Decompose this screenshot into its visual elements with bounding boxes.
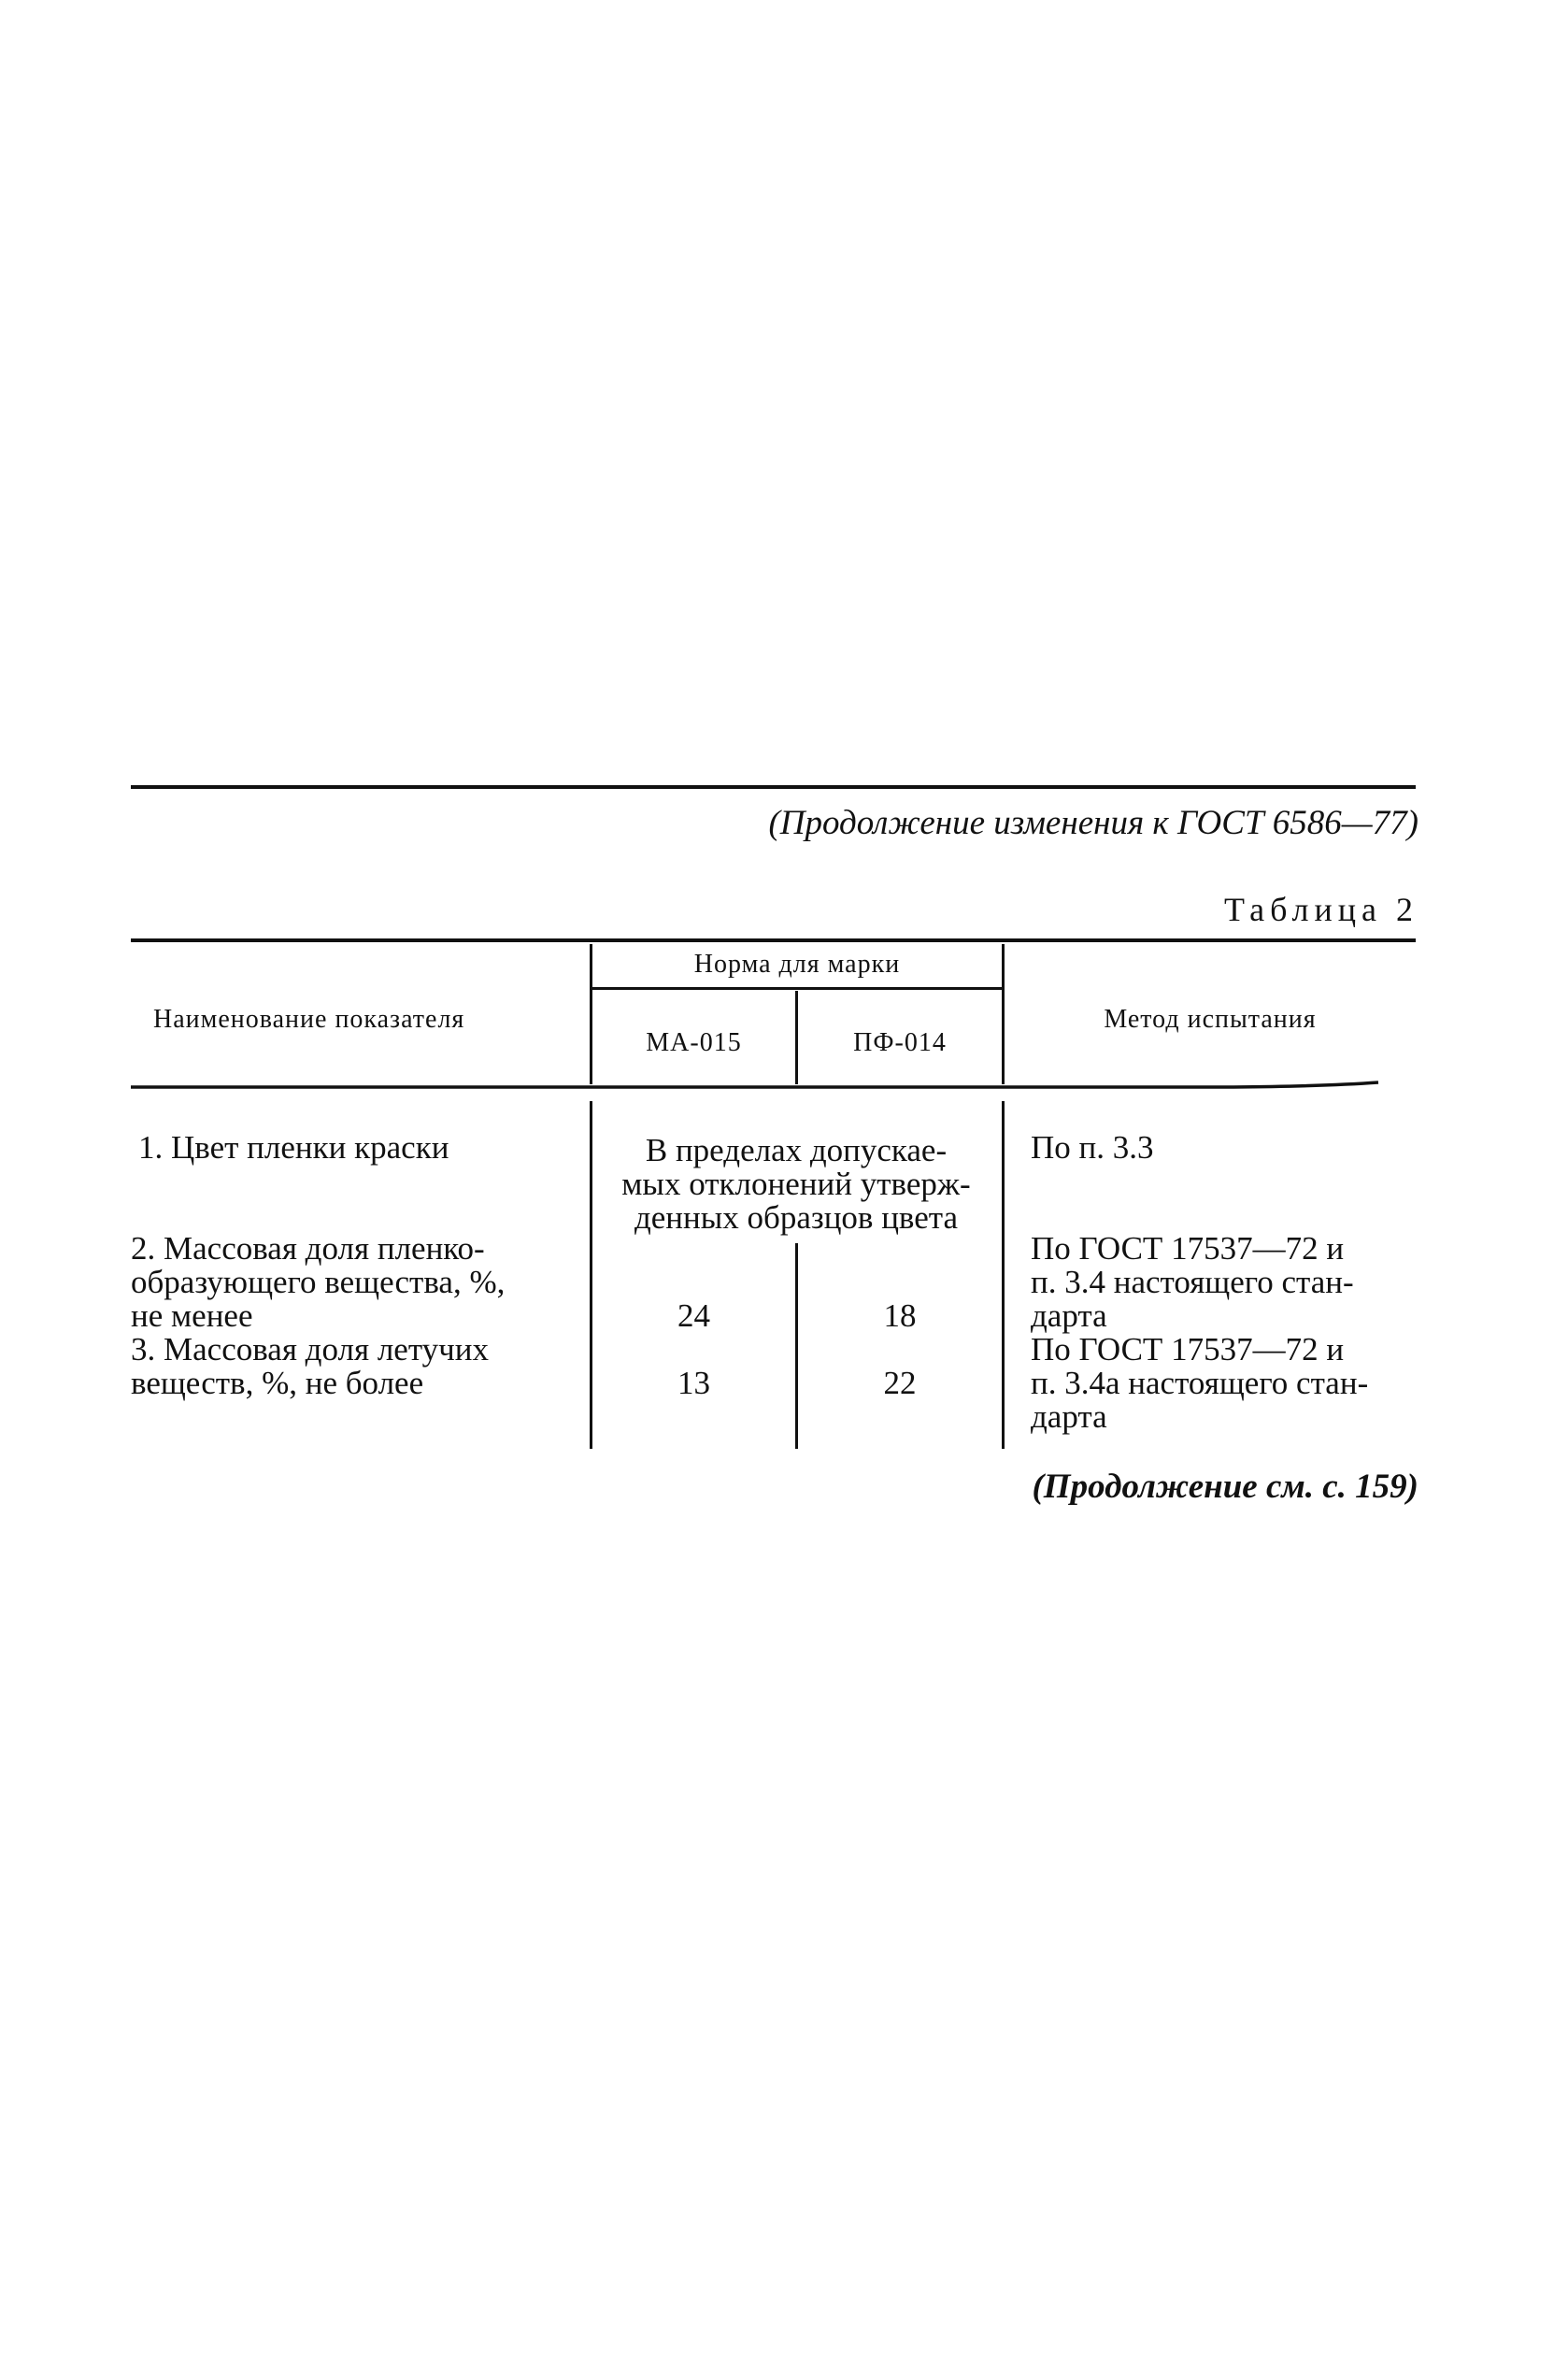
row-1-method: [1031, 1131, 1423, 1165]
row-2-value-1: 24: [677, 1297, 710, 1334]
continuation-header: (Продолжение изменения к ГОСТ 6586—77): [768, 804, 1418, 842]
row-3-indicator: [131, 1333, 577, 1400]
row-3-value-2: 22: [883, 1365, 917, 1401]
row-2-indicator: [131, 1232, 577, 1333]
row-1-norm-span: [581, 1134, 1011, 1235]
header-norm-group: Норма для марки: [693, 950, 901, 979]
row-1-norm-line-1: В пределах допускае-: [645, 1132, 948, 1168]
row-3-method-line-2: п. 3.4а настоящего стан-: [1031, 1365, 1369, 1401]
row-2-method-line-3: дарта: [1031, 1297, 1107, 1334]
row-3-method: [1031, 1333, 1423, 1434]
top-rule: [131, 785, 1416, 789]
row-3-method-line-1: По ГОСТ 17537—72 и: [1031, 1331, 1345, 1368]
row-3-method-line-3: дарта: [1031, 1398, 1107, 1435]
row-1-norm-line-2: мых отклонений утверж-: [621, 1166, 971, 1202]
header-bottom-rule: [131, 1081, 1383, 1092]
header-brand-1: МА-015: [646, 1028, 742, 1057]
row-1-indicator-line-1: 1. Цвет пленки краски: [138, 1129, 449, 1166]
continuation-footer: (Продолжение см. с. 159): [1032, 1468, 1418, 1506]
header-indicator: Наименование показателя: [153, 1005, 465, 1034]
table-caption: Таблица 2: [1224, 891, 1418, 928]
row-2-method: [1031, 1232, 1423, 1333]
row-2-indicator-line-1: 2. Массовая доля пленко-: [131, 1230, 485, 1267]
row-3-value-1: 13: [677, 1365, 710, 1401]
header-method: Метод испытания: [1104, 1005, 1317, 1034]
row-3-indicator-line-1: 3. Массовая доля летучих: [131, 1331, 490, 1368]
table-top-rule: [131, 938, 1416, 942]
norm-group-rule: [592, 987, 1002, 990]
header-brand-2: ПФ-014: [853, 1028, 947, 1057]
row-1-indicator: [138, 1131, 577, 1165]
row-2-method-line-1: По ГОСТ 17537—72 и: [1031, 1230, 1345, 1267]
body-divider-brands: [795, 1243, 798, 1449]
row-2-indicator-line-3: не менее: [131, 1297, 253, 1334]
row-2-method-line-2: п. 3.4 настоящего стан-: [1031, 1264, 1354, 1300]
row-2-value-2: 18: [883, 1297, 917, 1334]
row-1-method-line-1: По п. 3.3: [1031, 1129, 1154, 1166]
row-3-indicator-line-2: веществ, %, не более: [131, 1365, 424, 1401]
row-2-indicator-line-2: образующего вещества, %,: [131, 1264, 506, 1300]
row-1-norm-line-3: денных образцов цвета: [634, 1199, 959, 1236]
